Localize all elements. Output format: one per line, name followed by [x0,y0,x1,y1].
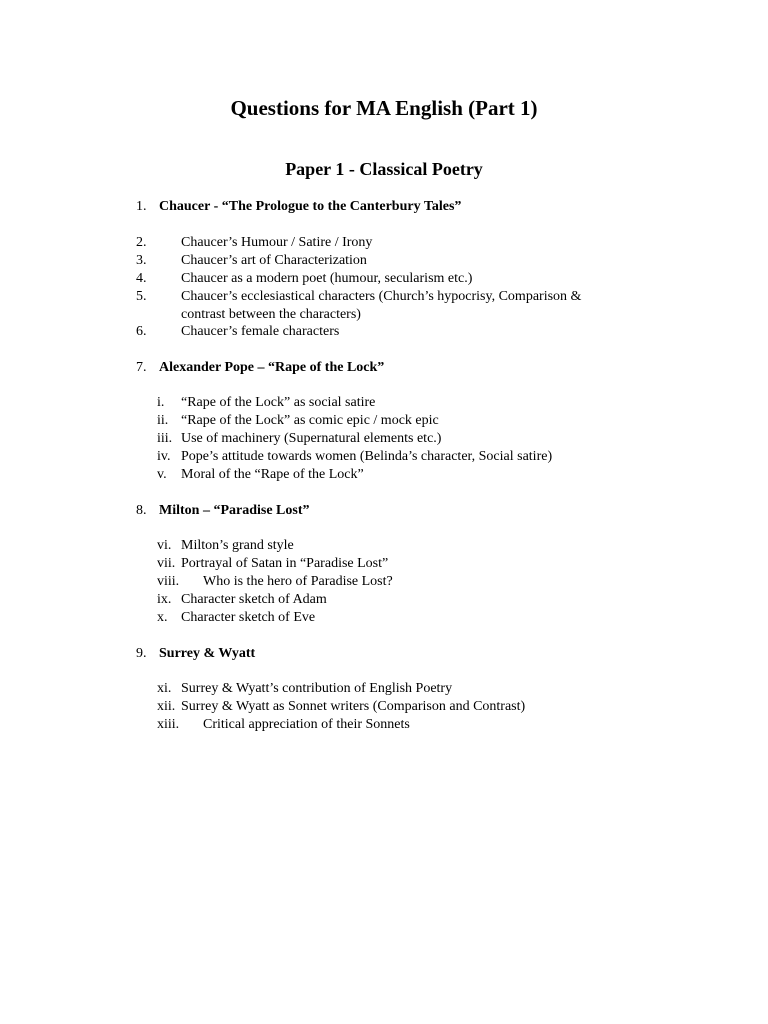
item-text: Chaucer’s ecclesiastical characters (Church’s hypocrisy, Comparison & contrast between the characters) [181,289,582,322]
page-subtitle: Paper 1 - Classical Poetry [285,159,483,179]
item-number: xi. [157,681,172,696]
item-number: 3. [136,253,147,268]
item-number: xii. [157,699,176,714]
section-number: 8. [136,503,147,518]
item-text: Pope’s attitude towards women (Belinda’s character, Social satire) [181,449,553,464]
section-title: Chaucer - “The Prologue to the Canterbury Tales” [159,199,462,214]
section-number: 9. [136,646,147,661]
item-text: Chaucer’s art of Characterization [181,253,367,268]
item-text: “Rape of the Lock” as comic epic / mock epic [181,413,439,428]
item-number: i. [157,395,165,410]
item-number: x. [157,610,168,625]
item-number: vi. [157,538,172,553]
item-number: xiii. [157,717,180,732]
item-number: 4. [136,271,147,286]
item-text: Chaucer as a modern poet (humour, secularism etc.) [181,271,473,286]
section-number: 1. [136,199,147,214]
item-text: Character sketch of Eve [181,610,316,625]
item-text: Use of machinery (Supernatural elements etc.) [181,431,442,446]
item-text: Moral of the “Rape of the Lock” [181,467,364,482]
item-number: ii. [157,413,169,428]
item-number: v. [157,467,167,482]
item-text: Chaucer’s female characters [181,324,340,339]
item-number: 2. [136,235,147,250]
item-text: Surrey & Wyatt as Sonnet writers (Comparison and Contrast) [181,699,526,714]
item-number: iv. [157,449,171,464]
item-text: Who is the hero of Paradise Lost? [203,574,393,589]
item-number: 6. [136,324,147,339]
item-text: Character sketch of Adam [181,592,327,607]
section-title: Alexander Pope – “Rape of the Lock” [159,360,385,375]
item-text: “Rape of the Lock” as social satire [181,395,376,410]
item-text: Surrey & Wyatt’s contribution of English Poetry [181,681,453,696]
item-number: iii. [157,431,173,446]
section-title: Surrey & Wyatt [159,646,256,661]
section-number: 7. [136,360,147,375]
item-number: 5. [136,289,147,304]
section-title: Milton – “Paradise Lost” [159,503,310,518]
item-number: viii. [157,574,180,589]
item-text: Milton’s grand style [181,538,294,553]
item-number: ix. [157,592,172,607]
item-text: Critical appreciation of their Sonnets [203,717,410,732]
item-text: Portrayal of Satan in “Paradise Lost” [181,556,389,571]
item-number: vii. [157,556,176,571]
item-text: Chaucer’s Humour / Satire / Irony [181,235,373,250]
page-title: Questions for MA English (Part 1) [230,96,538,120]
